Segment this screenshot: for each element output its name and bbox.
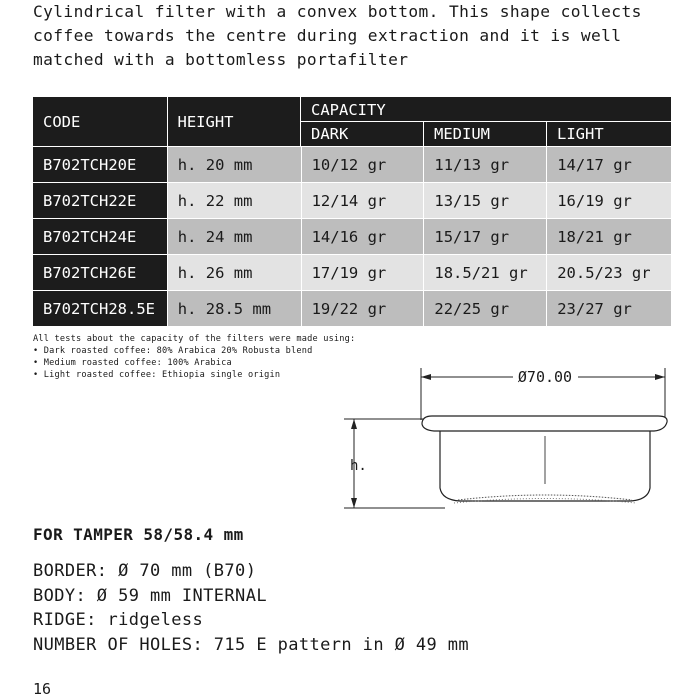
cell-dark: 12/14 gr: [302, 183, 424, 218]
cell-light: 23/27 gr: [547, 291, 671, 326]
cell-dark: 19/22 gr: [302, 291, 424, 326]
spec-body: BODY: Ø 59 mm INTERNAL: [33, 585, 267, 606]
note-line: All tests about the capacity of the filters were made using:: [33, 334, 356, 344]
intro-text: [33, 0, 683, 72]
cell-light: 18/21 gr: [547, 219, 671, 254]
table-row: [33, 147, 671, 182]
cell-medium: 11/13 gr: [424, 147, 546, 182]
intro-line: coffee towards the centre during extraction and it is well: [33, 26, 622, 45]
test-notes: [33, 333, 355, 381]
diameter-label: Ø70.00: [517, 368, 573, 386]
cell-height: h. 24 mm: [168, 219, 301, 254]
height-dimension: [344, 419, 445, 508]
spec-holes: NUMBER OF HOLES: 715 E pattern in Ø 49 mm: [33, 634, 470, 655]
cell-code: B702TCH20E: [33, 147, 167, 182]
table-row: [33, 291, 671, 326]
cell-light: 16/19 gr: [547, 183, 671, 218]
table-row: [33, 219, 671, 254]
capacity-header-block: [301, 97, 671, 146]
cell-code: B702TCH22E: [33, 183, 167, 218]
tamper-size: FOR TAMPER 58/58.4 mm: [33, 525, 244, 544]
cell-height: h. 28.5 mm: [168, 291, 301, 326]
cell-height: h. 22 mm: [168, 183, 301, 218]
filter-basket-drawing: [330, 360, 680, 520]
cell-medium: 18.5/21 gr: [424, 255, 546, 290]
spec-border: BORDER: Ø 70 mm (B70): [33, 561, 257, 581]
cell-height: h. 26 mm: [168, 255, 301, 290]
cell-medium: 15/17 gr: [424, 219, 546, 254]
header-capacity: CAPACITY: [301, 97, 671, 121]
spec-ridge: RIDGE: ridgeless: [33, 610, 204, 630]
note-line: • Dark roasted coffee: 80% Arabica 20% Robusta blend: [33, 346, 313, 356]
cell-light: 20.5/23 gr: [547, 255, 671, 290]
table-header: [33, 97, 671, 146]
table-row: [33, 255, 671, 290]
cell-dark: 17/19 gr: [302, 255, 424, 290]
cell-dark: 10/12 gr: [302, 147, 424, 182]
cell-medium: 22/25 gr: [424, 291, 546, 326]
cell-code: B702TCH26E: [33, 255, 167, 290]
header-height: HEIGHT: [168, 97, 301, 146]
cell-light: 14/17 gr: [547, 147, 671, 182]
basket-outline: [422, 416, 667, 503]
header-medium: MEDIUM: [424, 122, 546, 146]
cell-code: B702TCH28.5E: [33, 291, 167, 326]
cell-height: h. 20 mm: [168, 147, 301, 182]
note-line: • Medium roasted coffee: 100% Arabica: [33, 358, 232, 368]
header-light: LIGHT: [547, 122, 671, 146]
diameter-dimension: [421, 368, 665, 420]
cell-dark: 14/16 gr: [302, 219, 424, 254]
capacity-table: [33, 97, 671, 327]
page-number: 16: [33, 680, 52, 698]
basket-specs: [33, 559, 469, 657]
intro-line: Cylindrical filter with a convex bottom. This shape collects: [33, 2, 642, 21]
cell-code: B702TCH24E: [33, 219, 167, 254]
height-label: h.: [350, 458, 367, 474]
cell-medium: 13/15 gr: [424, 183, 546, 218]
header-code: CODE: [33, 97, 167, 146]
intro-line: matched with a bottomless portafilter: [33, 50, 409, 69]
table-row: [33, 183, 671, 218]
header-dark: DARK: [301, 122, 423, 146]
note-line: • Light roasted coffee: Ethiopia single origin: [33, 370, 281, 380]
